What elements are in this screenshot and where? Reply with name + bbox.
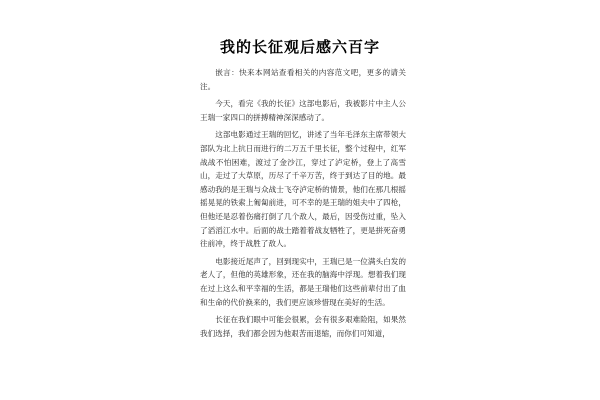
intro-paragraph: 嵌言：快来本网站查看相关的内容范文吧，更多的请关注。 xyxy=(200,68,406,91)
body-paragraph: 长征在我们眼中可能会很累，会有很多艰难险阻，如果然我们选择，我们都会因为他艰苦而退缩，而你们可知道， xyxy=(200,315,406,338)
body-paragraph: 今天，看完《我的长征》这部电影后，我被影片中主人公王瑞一家四口的拼搏精神深深感动了。 xyxy=(200,99,406,122)
document-body xyxy=(200,66,406,344)
body-paragraph: 这部电影通过王瑞的回忆，讲述了当年毛泽东主席带领大部队为北上抗日而进行的二万五千里长征，整个过程中，红军战战不怕困难，渡过了金沙江，穿过了泸定桥，登上了高雪山，走过了大草原，历尽了千辛万苦，终于到达了目的地。最感动我的是王瑞与众战士飞夺泸定桥的情景，他们在那几根摇摇晃晃的铁索上匍匐前进，可不幸的是王瑞的姐夫中了四枪，但他还是忍着伤痛打倒了几个敌人，最后，因受伤过重，坠入了滔滔江水中。后面的战士踏着着战友牺牲了，更是拼死奋勇往前冲，终于战胜了敌人。 xyxy=(200,130,406,249)
document-title: 我的长征观后感六百字 xyxy=(219,38,380,56)
body-paragraph: 电影接近尾声了，回到现实中，王瑞已是一位满头白发的老人了，但他的英雄形象，还在我的脑海中浮现。想着我们现在过上这么和平幸福的生活，都是王瑞他们这些前辈付出了血和生命的代价换来的，我们更应该珍惜现在美好的生活。 xyxy=(200,256,406,307)
